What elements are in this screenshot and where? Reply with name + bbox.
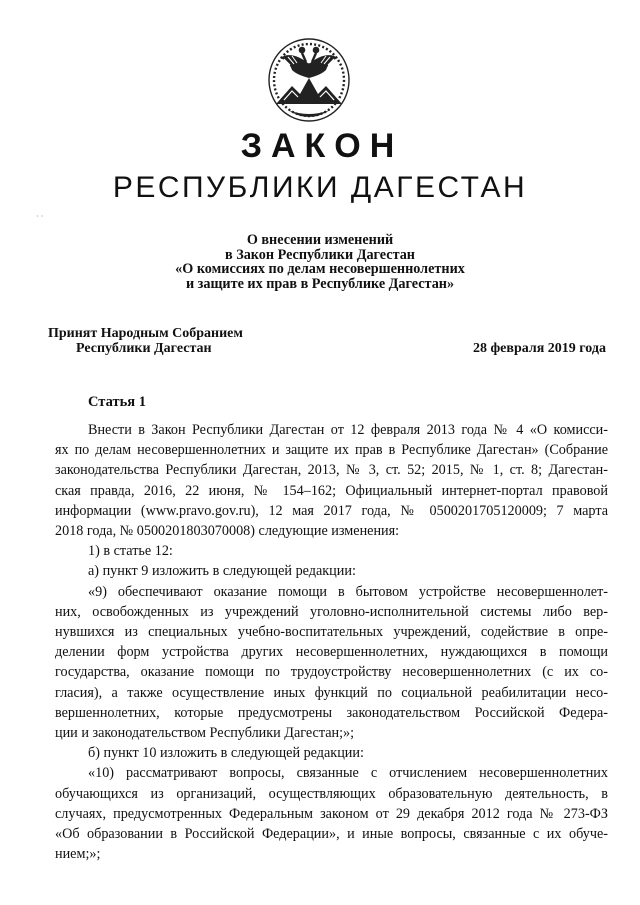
document-heading-line: и защите их прав в Республике Дагестан» xyxy=(185,275,455,292)
article-line: нувшихся из специальных учебно-воспитательных учреждений, содействие в опре- xyxy=(55,624,608,641)
article-line: Внести в Закон Республики Дагестан от 12 февраля 2013 года № 4 «О комисси- xyxy=(88,422,608,438)
law-title: ЗАКОН xyxy=(240,127,404,165)
adoption-body xyxy=(48,326,243,356)
scan-speck: · · xyxy=(36,212,44,221)
article-line: а) пункт 9 изложить в следующей редакции: xyxy=(88,563,356,580)
article-line: ях по делам несовершеннолетних и защите их прав в Республике Дагестан» (Собрание xyxy=(55,442,608,459)
article-line: вершеннолетних, которые предусмотрены законодательством Российской Федера- xyxy=(55,704,608,721)
document-heading-line: О внесении изменений xyxy=(246,232,394,248)
article-line: ции и законодательством Республики Дагестан;»; xyxy=(55,725,355,742)
adoption-date: 28 февраля 2019 года xyxy=(473,341,606,356)
law-subtitle: РЕСПУБЛИКИ ДАГЕСТАН xyxy=(112,171,528,204)
article-line: делении форм устройства других несовершеннолетних, нуждающихся в помощи xyxy=(55,644,608,661)
article-line: «10) рассматривают вопросы, связанные с отчислением несовершеннолетних xyxy=(88,765,608,782)
article-line: «Об образовании в Российской Федерации», и иные вопросы, связанные с их обуче- xyxy=(55,826,608,843)
document-heading xyxy=(0,233,640,291)
document-heading-line: «О комиссиях по делам несовершеннолетних xyxy=(175,261,465,277)
article-line: 1) в статье 12: xyxy=(88,543,173,560)
article-line: них, освобожденных из учреждений уголовно-исполнительной системы либо вер- xyxy=(55,603,608,620)
article-line: информации (www.pravo.gov.ru), 12 мая 2017 года, № 0500201705120009; 7 марта xyxy=(55,502,608,519)
article-line: 2018 года, № 0500201803070008) следующие изменения: xyxy=(55,523,400,540)
article-line: законодательства Республики Дагестан, 2013, № 3, ст. 52; 2015, № 1, ст. 8; Дагестан- xyxy=(55,462,608,479)
article-line: ская правда, 2016, 22 июня, № 154–162; Официальный интернет-портал правовой xyxy=(55,482,608,499)
adoption-line: Принят Народным Собранием xyxy=(48,326,243,341)
article-body xyxy=(55,420,608,864)
adoption-line: Республики Дагестан xyxy=(76,341,212,356)
article-line: нием;»; xyxy=(55,846,101,863)
article-line: государства, оказание помощи по трудоустройству несовершеннолетних (с их со- xyxy=(55,664,608,681)
article-line: случаях, предусмотренных Федеральным законом от 29 декабря 2012 года № 273-ФЗ xyxy=(55,805,608,822)
article-line: обучающихся из организаций, осуществляющих образовательную деятельность, в xyxy=(55,785,608,802)
article-line: б) пункт 10 изложить в следующей редакции: xyxy=(88,745,364,762)
article-line: «9) обеспечивают оказание помощи в бытовом устройстве несовершеннолет- xyxy=(88,583,608,600)
coat-of-arms-eagle-icon xyxy=(264,34,354,126)
document-heading-line: в Закон Республики Дагестан xyxy=(225,246,415,263)
article-title: Статья 1 xyxy=(88,394,146,410)
article-line: гласия), а также осуществление иных функций по социальной реабилитации несо- xyxy=(55,684,608,701)
